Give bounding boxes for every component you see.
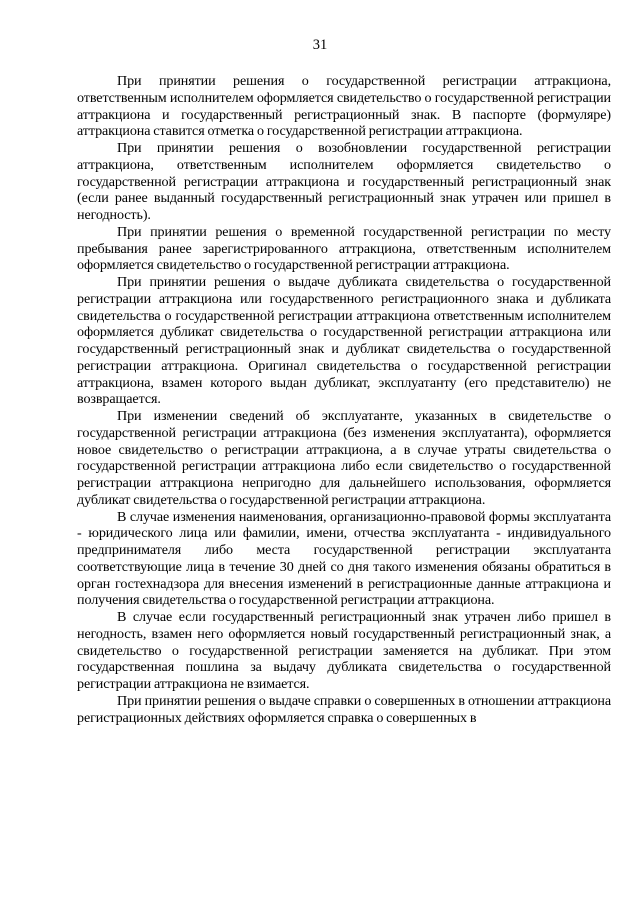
paragraph: При изменении сведений об эксплуатанте, указанных в свидетельстве о государственной регистрации аттракциона (без изменения эксплуатанта), оформляется новое свидетельство о регистрации аттракциона, а в случае утраты свидетельства о государственной регистрации аттракциона либо если свидетельство о государственной регистрации аттракциона непригодно для дальнейшего использования, оформляется дубликат свидетельства о государственной регистрации аттракциона. <box>77 408 611 508</box>
paragraph: При принятии решения о временной государственной регистрации по месту пребывания ранее зарегистрированного аттракциона, ответственным исполнителем оформляется свидетельство о государственной регистрации аттракциона. <box>77 223 611 274</box>
paragraph: При принятии решения о возобновлении государственной регистрации аттракциона, ответственным исполнителем оформляется свидетельство о государственной регистрации аттракциона и государственный регистрационный знак (если ранее выданный государственный регистрационный знак утрачен или пришел в негодность). <box>77 140 611 223</box>
paragraph: При принятии решения о выдаче справки о совершенных в отношении аттракциона регистрационных действиях оформляется справка о совершенных в <box>77 692 611 726</box>
paragraph: В случае изменения наименования, организационно-правовой формы эксплуатанта - юридического лица или фамилии, имени, отчества эксплуатанта - индивидуального предпринимателя либо места государственной регистрации эксплуатанта соответствующие лица в течение 30 дней со дня такого изменения обязаны обратиться в орган гостехнадзора для внесения изменений в регистрационные данные аттракциона и получения свидетельства о государственной регистрации аттракциона. <box>77 508 611 609</box>
paragraph: В случае если государственный регистрационный знак утрачен либо пришел в негодность, взамен него оформляется новый государственный регистрационный знак, а свидетельство о государственной регистрации заменяется на дубликат. При этом государственная пошлина за выдачу дубликата свидетельства о государственной регистрации аттракциона не взимается. <box>77 609 611 692</box>
paragraph: При принятии решения о государственной регистрации аттракциона, ответственным исполнителем оформляется свидетельство о государственной регистрации аттракциона и государственный регистрационный знак. В паспорте (формуляре) аттракциона ставится отметка о государственной регистрации аттракциона. <box>77 73 611 140</box>
body-text <box>77 73 611 726</box>
page-number: 31 <box>312 37 328 53</box>
paragraph: При принятии решения о выдаче дубликата свидетельства о государственной регистрации аттракциона или государственного регистрационного знака и дубликата свидетельства о государственной регистрации аттракциона ответственным исполнителем оформляется дубликат свидетельства о государственной регистрации аттракциона или государственный регистрационный знак и дубликат свидетельства о государственной регистрации аттракциона. Оригинал свидетельства о государственной регистрации аттракциона, взамен которого выдан дубликат, эксплуатанту (его представителю) не возвращается. <box>77 274 611 408</box>
